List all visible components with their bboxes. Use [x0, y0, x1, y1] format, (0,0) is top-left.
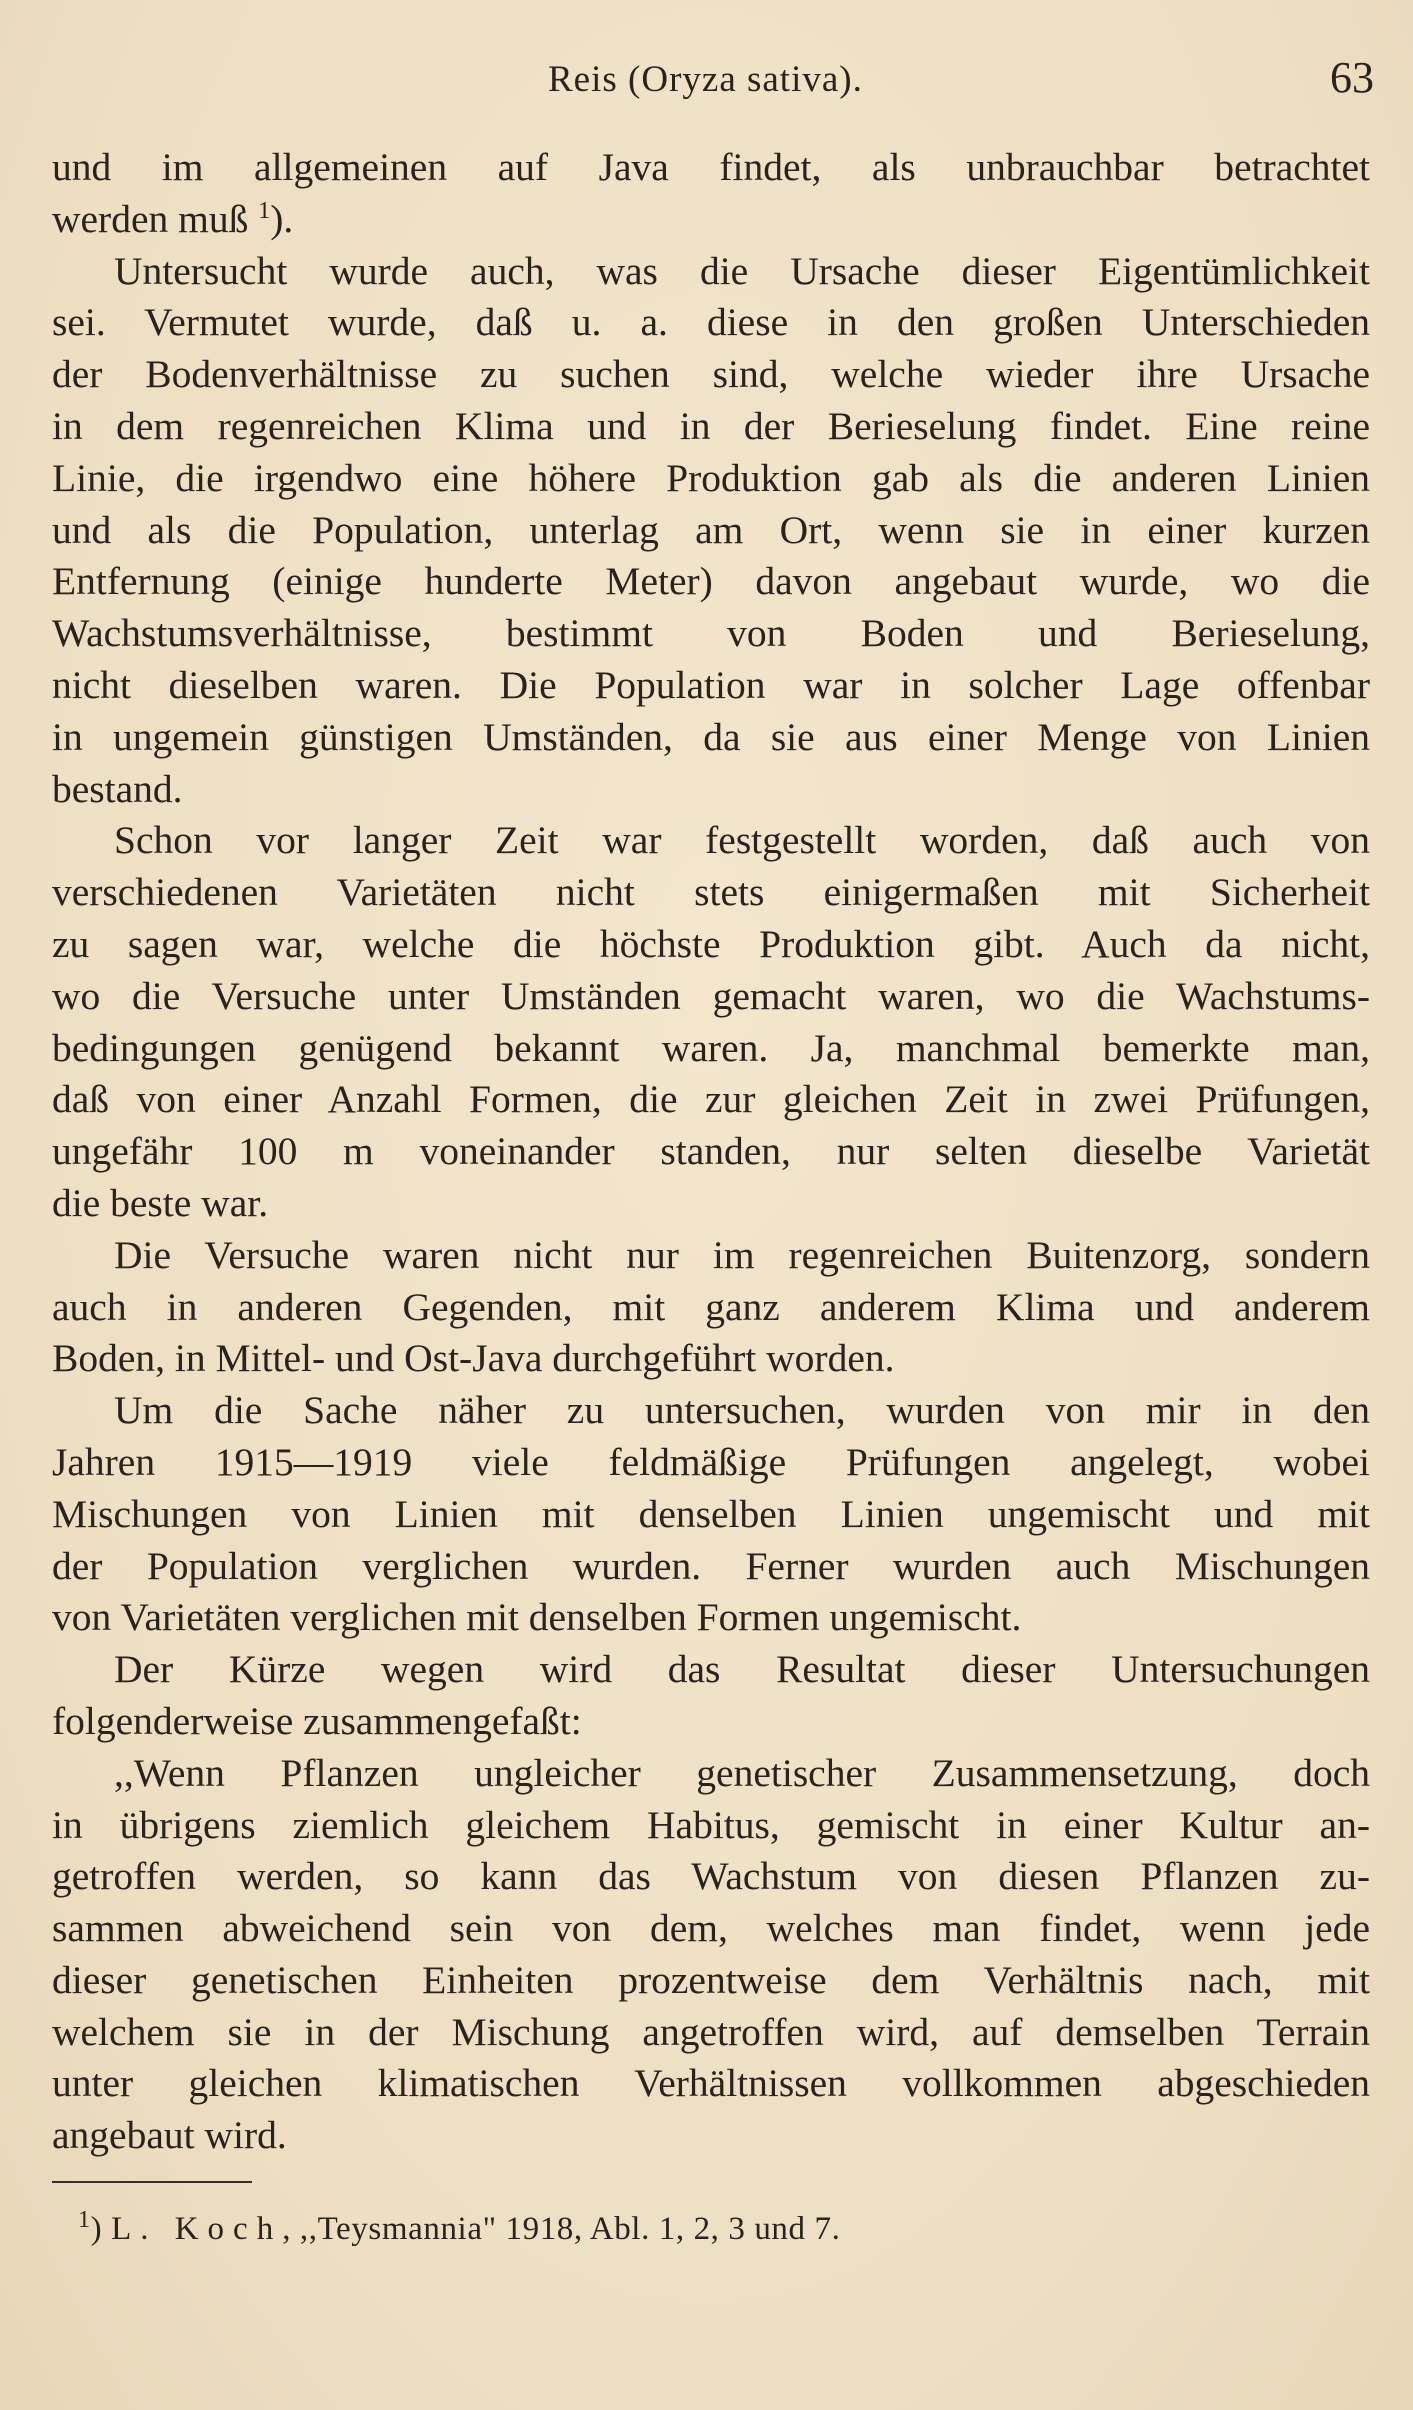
text-line: nicht dieselben waren. Die Population war in solcher Lage offenbar — [52, 662, 1370, 707]
text-line: Wachstumsverhältnisse, bestimmt von Boden und Berieselung, — [52, 611, 1370, 656]
text-line: Jahren 1915—1919 viele feldmäßige Prüfungen angelegt, wobei — [52, 1439, 1370, 1484]
text-line: welchem sie in der Mischung angetroffen wird, auf demselben Terrain — [52, 2009, 1370, 2054]
text-line: wo die Versuche unter Umständen gemacht waren, wo die Wachstums- — [52, 973, 1370, 1018]
text-line: und als die Population, unterlag am Ort, wenn sie in einer kurzen — [52, 507, 1370, 552]
page-number: 63 — [1330, 53, 1374, 102]
text-line: Linie, die irgendwo eine höhere Produktion gab als die anderen Linien — [52, 455, 1370, 500]
text-line: die beste war. — [52, 1180, 269, 1225]
text-line: von Varietäten verglichen mit denselben Formen ungemischt. — [52, 1595, 1022, 1640]
text-line: der Bodenverhältnisse zu suchen sind, welche wieder ihre Ursache — [52, 352, 1370, 397]
text-line: ungefähr 100 m voneinander standen, nur selten dieselbe Varietät — [52, 1129, 1370, 1174]
text-line: angebaut wird. — [52, 2113, 287, 2158]
text-line: der Population verglichen wurden. Ferner wurden auch Mischungen — [52, 1543, 1370, 1588]
running-title: Reis (Oryza sativa). — [548, 59, 863, 100]
text-line: bestand. — [52, 766, 183, 811]
footnote-citation: , ,,Teysmannia" 1918, Abl. 1, 2, 3 und 7. — [282, 2211, 841, 2247]
paragraph-start-line: Die Versuche waren nicht nur im regenreichen Buitenzorg, sondern — [114, 1232, 1370, 1277]
body-text — [52, 142, 1370, 2162]
text-line: zu sagen war, welche die höchste Produktion gibt. Auch da nicht, — [52, 921, 1370, 966]
text-line: verschiedenen Varietäten nicht stets einigermaßen mit Sicherheit — [52, 870, 1370, 915]
paragraph-start-line: Um die Sache näher zu untersuchen, wurden von mir in den — [114, 1388, 1370, 1433]
text-line: Mischungen von Linien mit denselben Linien ungemischt und mit — [52, 1491, 1370, 1536]
text-line: unter gleichen klimatischen Verhältnissen vollkommen abgeschieden — [52, 2061, 1370, 2106]
footnote-marker: 1 — [78, 2207, 91, 2233]
footnote — [78, 2206, 840, 2252]
text-line: sei. Vermutet wurde, daß u. a. diese in den großen Unterschieden — [52, 300, 1370, 345]
text-line-with-footnote-ref — [52, 194, 1370, 246]
text-line: Entfernung (einige hunderte Meter) davon angebaut wurde, wo die — [52, 559, 1370, 604]
text-line: in dem regenreichen Klima und in der Berieselung findet. Eine reine — [52, 403, 1370, 448]
text-line: auch in anderen Gegenden, mit ganz anderem Klima und anderem — [52, 1284, 1370, 1329]
footnote-reference-close: ). — [270, 196, 294, 241]
text-line: in ungemein günstigen Umständen, da sie aus einer Menge von Linien — [52, 714, 1370, 759]
text-line: und im allgemeinen auf Java findet, als unbrauchbar betrachtet — [52, 145, 1370, 189]
footnote-author: L. Koch — [111, 2211, 283, 2247]
text-line: Boden, in Mittel- und Ost-Java durchgeführt worden. — [52, 1336, 895, 1381]
text-line: sammen abweichend sein von dem, welches man findet, wenn jede — [52, 1906, 1370, 1951]
text-line: bedingungen genügend bekannt waren. Ja, manchmal bemerkte man, — [52, 1025, 1370, 1070]
footnote-marker-close: ) — [90, 2211, 103, 2247]
quotation-start-line: ,,Wenn Pflanzen ungleicher genetischer Zusammensetzung, doch — [114, 1750, 1370, 1795]
paragraph-start-line: Schon vor langer Zeit war festgestellt worden, daß auch von — [114, 818, 1370, 863]
running-header — [0, 52, 1413, 112]
text-line: folgenderweise zusammengefaßt: — [52, 1698, 582, 1743]
paragraph-start-line: Untersucht wurde auch, was die Ursache dieser Eigentümlichkeit — [114, 248, 1370, 293]
text-line: daß von einer Anzahl Formen, die zur gleichen Zeit in zwei Prüfungen, — [52, 1077, 1370, 1122]
text-line: werden muß — [52, 196, 259, 241]
paragraph-start-line: Der Kürze wegen wird das Resultat dieser Untersuchungen — [114, 1647, 1370, 1692]
text-line: dieser genetischen Einheiten prozentweise dem Verhältnis nach, mit — [52, 1957, 1370, 2002]
text-line: getroffen werden, so kann das Wachstum von diesen Pflanzen zu- — [52, 1854, 1370, 1899]
text-line: in übrigens ziemlich gleichem Habitus, gemischt in einer Kultur an- — [52, 1802, 1370, 1847]
footnote-divider — [52, 2181, 252, 2183]
footnote-reference: 1 — [258, 197, 271, 224]
